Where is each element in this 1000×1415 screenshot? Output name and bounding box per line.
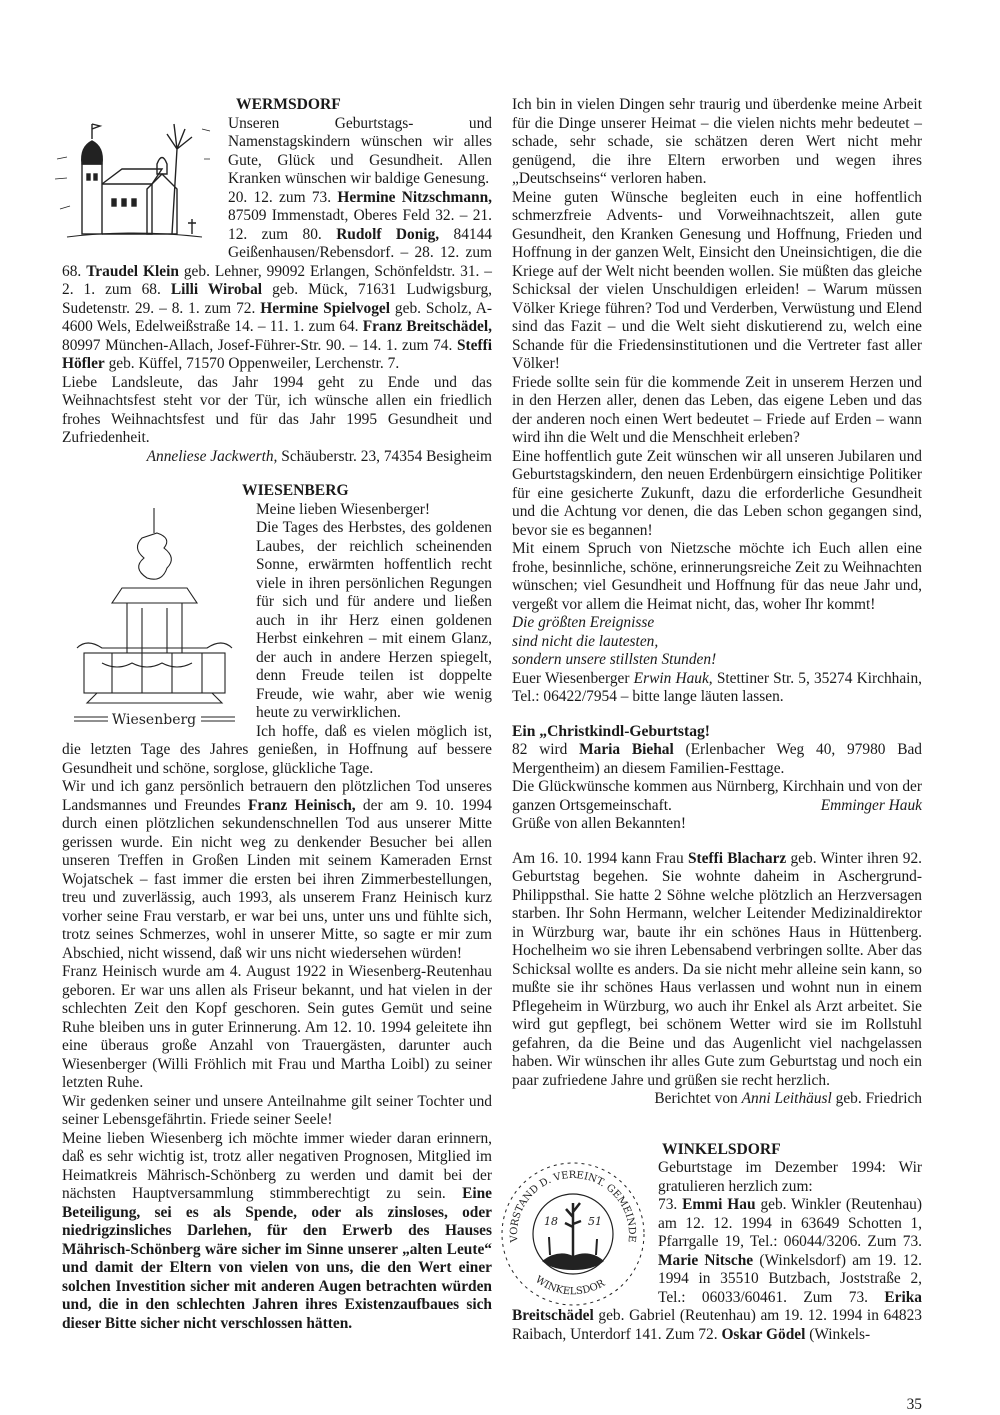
italic-text: Anni Leithäusl [741,1090,832,1107]
seal-year-right: 51 [588,1215,602,1228]
text-run: Am 16. 10. 1994 kann Frau [512,849,688,867]
paragraph [62,1130,492,1334]
bold-name: Maria Biehal [579,741,674,758]
paragraph [512,850,922,1091]
text-run: geb. Winter ihren 92. Geburtstag begehen. Sie wohnte daheim in Aschergrund-Philippsthal. Sie hatte 2 Söhne welche plötzlich an Herzversagen starben. Ihr Sohn Hermann, welcher Leitender Medizinaldirektor in Würzburg war, baute ihr ein schönes Haus in Hüttenberg. Hochelheim wo sie ihren Lebensabend verbringen sollte. Aber das Schicksal wollte es anders. Da sie nicht mehr alleine sein kann, so mußte sie ihr schönes Haus verlassen und wohnt nun in einem Pflegeheim in Würzburg, wo auch ihr Enkel als Arzt arbeitet. Sie wird gut gepflegt, bei schönem Wetter wird sie im Rollstuhl gefahren, da die Beine und das Augenlicht viel nachgelassen haben. Wir wünschen ihr alles Gute zum Geburtstag und noch ein paar zufriedene Jahre und grüßen sie recht herzlich. [512,849,922,1089]
text-run: Mit einem Spruch von Nietzsche möchte ich Euch allen eine frohe, besinnliche, schöne, erinnerungsreiche Zeit zu Weihnachten wünschen; viel Gesundheit und Hoffnung für das neue Jahr und, vergeßt vor allem die Heimat nicht, das, woher Ihr kommt! [512,540,922,613]
bold-name: Lilli Wirobal [170,281,263,298]
section-heading: Ein „Christkindl-Geburtstag! [512,722,710,740]
text-run: geb. Scholz, A-4600 Wels, Edelweißstraße 14. – 11. 1. zum 64. [62,299,492,335]
article-section [62,96,492,466]
paragraph [62,963,492,1093]
text-run: der am 9. 10. 1994 durch einen plötzlichen sekundenschnellen Tod aus unserer Mitte gerissen wurde. Ein nicht weg zu denkender Besucher bei allen unseren Treffen in Großen Linden mit seinem Kameraden Ernst Wojatschek – fast immer die ersten bei ihren Zimmerbestellungen, treu und zuverlässig, auch 1993, als unserem Franz Heinisch kurz vorher seine Frau verstarb, er war bei uns, unter uns und fühlte sich, trotz seines Schmerzes, wohl in unserer Mitte, so sagte er mir zum Abschied, nicht wissend, daß wir uns nicht wiedersehen würden! [62,796,493,962]
text-run: Meine lieben Wiesenberger! [256,500,431,518]
italic-text: sind nicht die lautesten, [512,632,659,650]
bold-name: Steffi Blacharz [687,849,787,867]
text-run: Wir gedenken seiner und unsere Anteilnahme gilt seiner Tochter und seiner Lebensgefährtin. Friede seiner Seele! [62,1092,492,1128]
section-heading: WIESENBERG [242,482,349,499]
bold-name: Hermine Spielvogel [260,299,390,317]
article-section [512,96,922,707]
paragraph [512,96,922,189]
section-heading: WERMSDORF [236,96,341,113]
church-illustration [52,119,224,247]
text-run: Friede sollte sein für die kommende Zeit in unserem Herzen und in den Herzen aller, denen das Leben, das eigene Leben und das der anderen noch einen Wert bedeutet – Friede auf Erden – wann wird ihn die Welt und die Menschheit erleben? [512,373,922,446]
text-run: 87509 Immenstadt, Oberes Feld 32. – 21. 12. zum 80. [228,207,492,243]
text-run: (Erlenbacher Weg 40, 97980 Bad Mergentheim) an diesem Familien-Festtage. [512,741,922,777]
paragraph [512,540,922,614]
text-run: Berichtet von [654,1090,742,1107]
text-run: 82 wird [512,741,580,758]
text-run: Ich bin in vielen Dingen sehr traurig und überdenke meine Arbeit für die Dinge unserer Heimat – die vielen nichts mehr bedeutet – schade, sehr schade, sie schätzen deren Wert nicht mehr genügend, die ihre Eltern erworben und wegen ihres „Deutschseins“ verloren haben. [512,96,922,187]
text-run: geb. Friedrich [831,1090,922,1107]
paragraph [62,1093,492,1130]
bold-name: Eine Beteiligung, sei es als Spende, oder als zinsloses, oder niedrigzinsliches Darlehen, für den Erwerb des Hauses Mährisch-Schönberg wäre sicher im Sinne unserer „alten Leute“ und damit der Eltern von vielen von uns, die den Wert einer solchen Investition sicher mit anderen Augen betrachten würden und, die in den schlechten Jahren ihres Existenzaufbaues sich dieser Bitte sicher nicht verschlossen hätten. [62,1185,492,1332]
text-run: Wir und ich ganz persönlich betrauern den plötzlichen Tod unseres Landsmannes und Freundes [62,778,492,814]
seal-year-left: 18 [544,1215,558,1228]
bold-name: Franz Breitschädel, [362,318,492,335]
paragraph [62,448,492,467]
text-run: Franz Heinisch wurde am 4. August 1922 in Wiesenberg-Reutenhau geboren. Er war uns allen als Friseur bekannt, und hat vielen in der schlechten Zeit den Kopf geschoren. Sein gutes Gemüt und seine Ruhe bleiben uns in guter Erinnerung. Am 12. 10. 1994 geleitete ihn eine überaus große Anzahl von Trauergästen, darunter auch Wiesenberger (Willi Fröhlich mit Frau und Martha Loibl) zu seiner letzten Ruhe. [62,963,492,1091]
paragraph [512,741,922,778]
text-run: Meine guten Wünsche begleiten euch in eine hoffentlich schmerzfreie Advents- und Vorweihnachtszeit, allen gute Gesundheit, den Kranken Genesung und Hoffnung, Frieden und Hoffnung in der ganzen Welt, Einsicht den Uneinsichtigen, die die Kriege auf der Welt nicht beenden wollen. Sie müßten das gleiche Schicksal der vielen Unschuldigen erleiden! – Warum müssen Völker Kriege führen? Tod und Verderben, Verwüstung und Elend sind das Fazit – und die Welt sieht diskutierend zu, welch eine Schande für die Friedensinstitutionen und die Vertreter fast aller Völker! [512,188,922,372]
text-run: 20. 12. zum 73. [228,188,338,206]
article-section [508,1140,922,1345]
right-column [508,96,922,1415]
text-run: 84144 Geißenhausen/Rebensdorf. – 28. 12. zum 68. [62,225,492,280]
bold-name: Emmi Hau [682,1196,756,1213]
article-section [62,482,492,1333]
article-section [512,723,922,834]
italic-text: sondern unsere stillsten Stunden! [512,651,717,668]
bold-name: Hermine Nitzschmann, [337,188,492,206]
text-run: geb. Küffel, 71570 Oppenweiler, Lerchenstr. 7. [104,355,400,372]
paragraph [62,778,492,963]
italic-text: Die größten Ereignisse [512,614,655,631]
bold-name: Rudolf Donig, [336,225,440,243]
bold-name: Oskar Gödel [721,1325,806,1343]
paragraph [512,1090,922,1109]
bold-name: Steffi Höfler [62,336,492,372]
text-run: Ich hoffe, daß es vielen möglich ist, die letzten Tage des Jahres genießen, in Hoffnung auf bessere Gesundheit und schöne, sorglose, glückliche Tage. [62,722,492,777]
paragraph [512,670,922,707]
paragraph [512,651,922,670]
paragraph [62,723,492,779]
bold-name: Marie Nitsche [658,1251,754,1269]
text-run: Unseren Geburtstags- und Namenstagskindern wünschen wir alles Gute, Glück und Gesundheit. Allen Kranken wünschen wir baldige Genesung. [228,114,492,187]
text-run: Die Tages des Herbstes, des goldenen Laubes, der reichlich scheinenden Sonne, erwärmten hoffentlich recht viele in ihren persönlichen Regungen für sich und für andere und ließen auch in ihr Herz einen goldenen Herbst einkehren – mit einem Glanz, der auch in andere Herzen spiegelt, denn Freude teilen ist doppelte Freude, wie wahr, aber wie wenig heute zu verwirklichen. [256,519,492,721]
page-number: 35 [906,1396,922,1413]
text-run: Schäuberstr. 23, 74354 Besigheim [277,447,492,465]
text-run: geb. Mück, 71631 Ludwigsburg, Sudetenstr. 29. – 8. 1. zum 72. [62,281,493,317]
bold-name: Traudel Klein [86,262,179,280]
paragraph [62,374,492,448]
text-run: 73. [658,1196,683,1213]
fountain-illustration [72,503,252,729]
seal-top-text: VORSTAND D. VEREINT. GEMEINDE [508,1169,638,1243]
section-heading: WINKELSDORF [662,1140,781,1158]
text-run: (Winkels- [805,1325,871,1343]
text-run: Meine lieben Wiesenberg ich möchte immer wieder daran erinnern, daß es sehr wichtig ist, trotz aller negativen Prognosen, Mitglied im Heimatkreis Mährisch-Schönberg zu werden und damit bei der nächsten Hauptversammlung stimmberechtigt zu sein. [62,1129,492,1202]
text-run: (Winkelsdorf) am 19. 12. 1994 in 35510 Butzbach, Joststraße 2, Tel.: 06033/60461. Zum 73. [658,1251,922,1306]
article-section [512,850,922,1109]
text-run: geb. Gabriel (Reutenhau) am 19. 12. 1994 in 64823 Raibach, Unterdorf 141. Zum 72. [512,1307,922,1343]
italic-text: Anneliese Jackwerth, [146,447,278,465]
paragraph [512,633,922,652]
bold-name: Franz Heinisch, [247,796,356,814]
italic-text: Emminger Hauk [820,796,922,814]
text-run: Grüße von allen Bekannten! [512,815,686,832]
bold-name: Erika Breitschädel [512,1288,922,1324]
paragraph [512,189,922,374]
text-run: Liebe Landsleute, das Jahr 1994 geht zu Ende und das Weihnachtsfest steht vor der Tür, ich wünsche allen ein friedlich frohes Weihnachtsfest und für das Jahr 1995 Gesundheit und Zufriedenheit. [62,373,492,446]
paragraph [512,778,922,815]
text-run: geb. Lehner, 99092 Erlangen, Schönfeldstr. 31. – 2. 1. zum 68. [62,262,492,298]
text-run: Eine hoffentlich gute Zeit wünschen wir all unseren Jubilaren und Geburtstagskindern, den neuen Erdenbürgern einsichtige Politiker für eine gesicherte Zukunft, dazu die erforderliche Gesundheit und die Achtung vor denen, die das Leben schon gegangen sind, bevor sie es begannen! [512,447,922,539]
paragraph [512,374,922,448]
text-run: geb. Winkler (Reutenhau) am 12. 12. 1994 in 63649 Schotten 1, Pfarrgalle 19, Tel.: 06044/3206. Zum 73. [658,1196,922,1250]
left-column [62,96,492,1333]
winkelsdorf-seal [500,1161,652,1307]
text-run: Die Glückwünsche kommen aus Nürnberg, Kirchhain und von der ganzen Ortsgemeinschaft. [512,778,922,814]
text-run: Stettiner Str. 5, 35274 Kirchhain, Tel.: 06422/7954 – bitte lange läuten lassen. [512,669,922,705]
text-run: Geburtstage im Dezember 1994: Wir gratulieren herzlich zum: [658,1159,922,1195]
paragraph [512,448,922,541]
paragraph [512,614,922,633]
paragraph [512,815,922,834]
text-run: 80997 München-Allach, Josef-Führer-Str. 90. – 14. 1. zum 74. [62,336,457,354]
italic-text: Erwin Hauk, [633,669,713,687]
fountain-caption: Wiesenberg [111,711,197,728]
text-run: Euer Wiesenberger [512,669,634,687]
seal-bottom-text: WINKELSDOR [533,1274,607,1298]
